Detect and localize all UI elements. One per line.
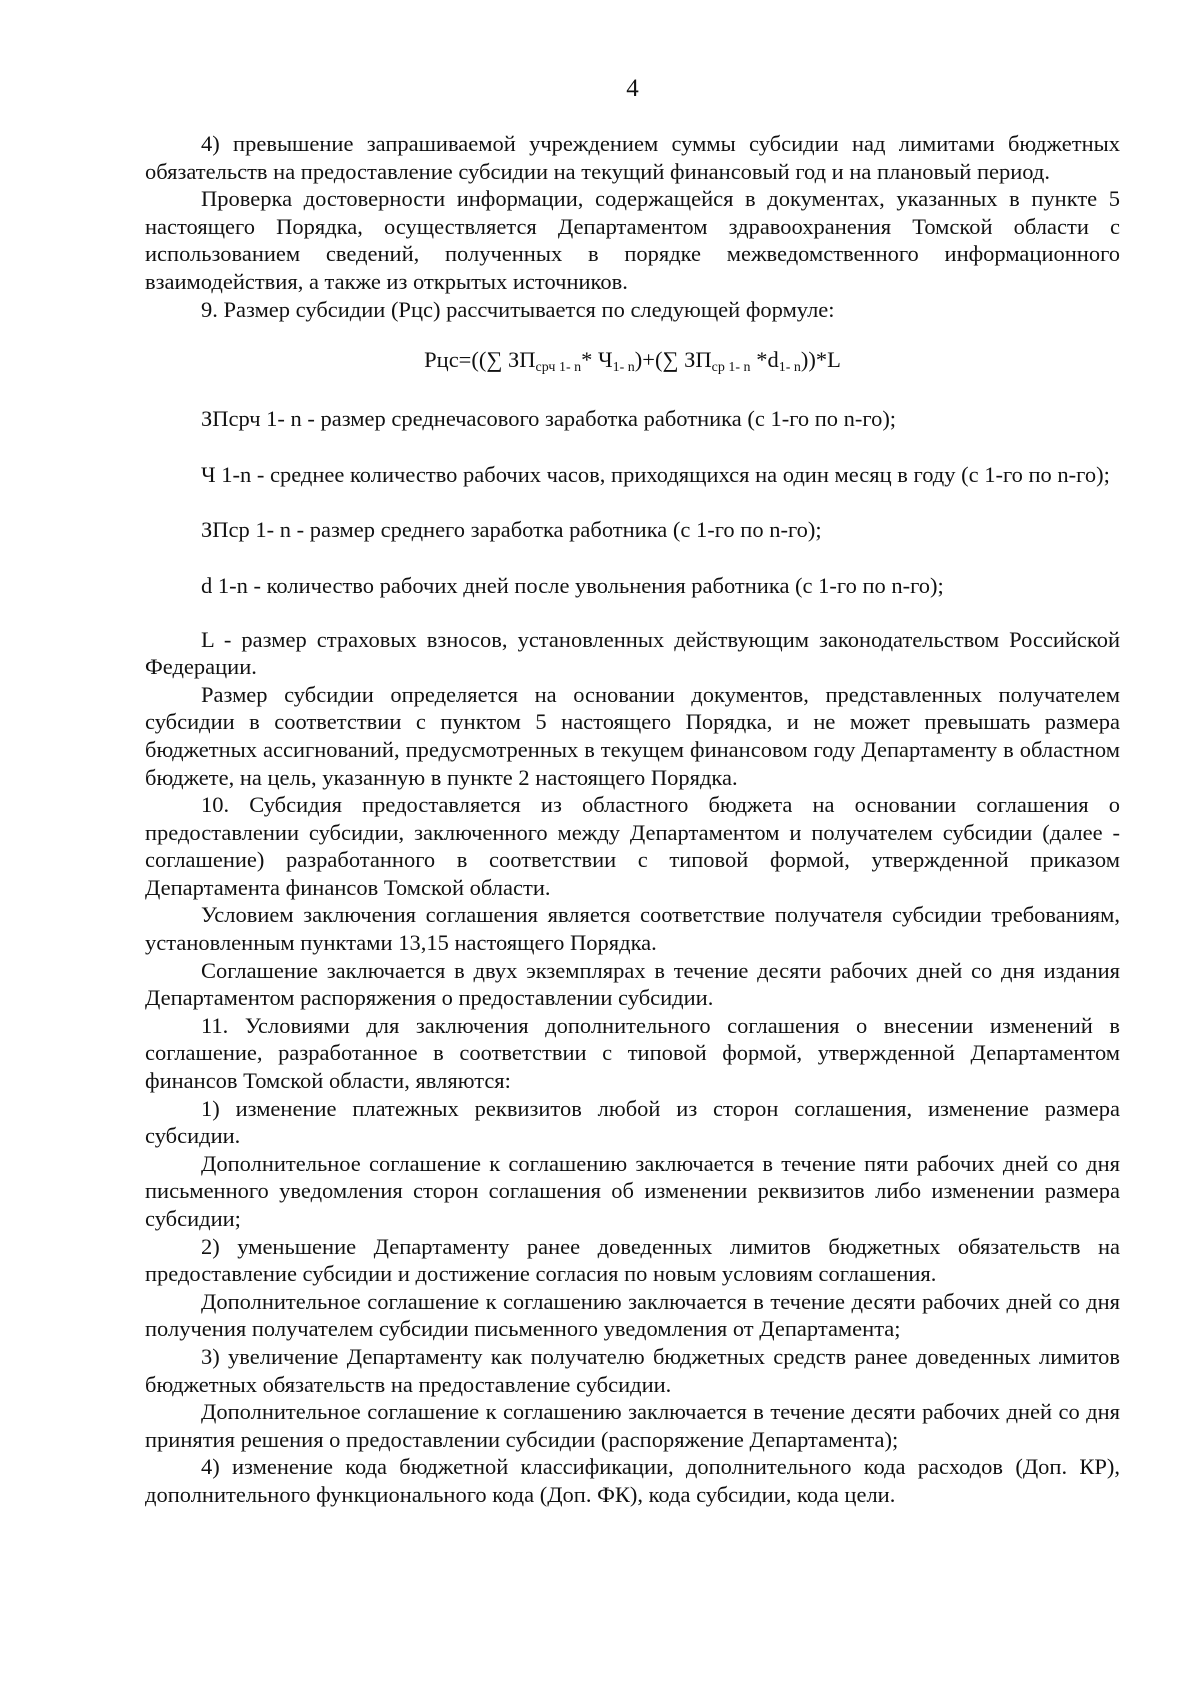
formula-definition: L - размер страховых взносов, установленных действующим законодательством Российской Федерации. [145,626,1120,680]
formula-subscript: срч 1- n [535,360,582,376]
formula-part: * Ч [581,347,613,373]
formula-part: *d [750,347,779,373]
paragraph: Условием заключения соглашения является соответствие получателя субсидии требованиям, установленным пунктами 13,15 настоящего Порядка. [145,902,1120,956]
formula-part: )+(∑ ЗП [634,347,712,373]
formula-definition: ЗПсрч 1- n - размер среднечасового заработка работника (с 1-го по n-го); [201,406,897,432]
formula-definition: ЗПср 1- n - размер среднего заработка работника (с 1-го по n-го); [201,517,822,543]
paragraph: Дополнительное соглашение к соглашению заключается в течение десяти рабочих дней со дня получения получателем субсидии письменного уведомления от Департамента; [145,1288,1120,1342]
paragraph: 10. Субсидия предоставляется из областного бюджета на основании соглашения о предоставлении субсидии, заключенного между Департаментом и получателем субсидии (далее - соглашение) разработанного в соответствии с типовой формой, утвержденной приказом Департамента финансов Томской области. [145,792,1120,900]
subsidy-formula [145,345,1120,383]
paragraph: 11. Условиями для заключения дополнительного соглашения о внесении изменений в соглашение, разработанное в соответствии с типовой формой, утвержденной Департаментом финансов Томской области, являются: [145,1012,1120,1094]
formula-part: ))*L [800,347,841,373]
page-number: 4 [626,75,639,102]
formula-part: Рцс=((∑ ЗП [424,347,536,373]
paragraph: 3) увеличение Департаменту как получателю бюджетных средств ранее доведенных лимитов бюджетных обязательств на предоставление субсидии. [145,1343,1120,1397]
paragraph: 4) превышение запрашиваемой учреждением суммы субсидии над лимитами бюджетных обязательств на предоставление субсидии на текущий финансовый год и на плановый период. [145,131,1120,184]
paragraph: Проверка достоверности информации, содержащейся в документах, указанных в пункте 5 настоящего Порядка, осуществляется Департаментом здравоохранения Томской области с использованием сведений, полученных в порядке межведомственного информационного взаимодействия, а также из открытых источников. [145,186,1120,294]
paragraph: Соглашение заключается в двух экземплярах в течение десяти рабочих дней со дня издания Департаментом распоряжения о предоставлении субсидии. [145,957,1120,1011]
paragraph: 2) уменьшение Департаменту ранее доведенных лимитов бюджетных обязательств на предоставление субсидии и достижение согласия по новым условиям соглашения. [145,1233,1120,1287]
document-body [145,130,1120,1509]
paragraph: 4) изменение кода бюджетной классификации, дополнительного кода расходов (Доп. КР), дополнительного функционального кода (Доп. ФК), кода субсидии, кода цели. [145,1454,1120,1507]
paragraph: 1) изменение платежных реквизитов любой из сторон соглашения, изменение размера субсидии. [145,1095,1120,1149]
paragraph: Размер субсидии определяется на основании документов, представленных получателем субсидии в соответствии с пунктом 5 настоящего Порядка, и не может превышать размера бюджетных ассигнований, предусмотренных в текущем финансовом году Департаменту в областном бюджете, на цель, указанную в пункте 2 настоящего Порядка. [145,681,1120,790]
formula-subscript: 1- n [612,360,635,376]
paragraph: 9. Размер субсидии (Рцс) рассчитывается по следующей формуле: [201,296,835,322]
formula-definition: d 1-n - количество рабочих дней после увольнения работника (с 1-го по n-го); [201,572,944,598]
paragraph: Дополнительное соглашение к соглашению заключается в течение пяти рабочих дней со дня письменного уведомления сторон соглашения об изменении реквизитов либо изменении размера субсидии; [145,1150,1120,1231]
formula-definition: Ч 1-n - среднее количество рабочих часов, приходящихся на один месяц в году (с 1-го по n-го); [201,461,1110,487]
paragraph: Дополнительное соглашение к соглашению заключается в течение десяти рабочих дней со дня принятия решения о предоставлении субсидии (распоряжение Департамента); [145,1399,1120,1452]
formula-subscript: 1- n [778,360,801,376]
formula-subscript: ср 1- n [711,360,751,376]
